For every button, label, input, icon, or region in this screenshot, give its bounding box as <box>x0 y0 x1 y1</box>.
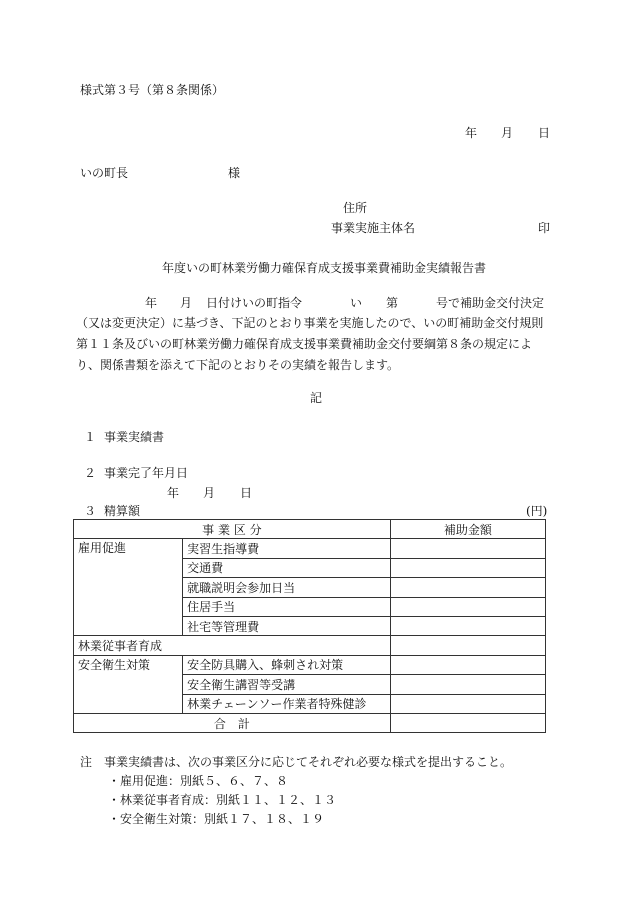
item-name: 林業チェーンソー作業者特殊健診 <box>183 694 391 713</box>
body-ref-i: い <box>350 296 363 310</box>
section-3-number: ３ <box>84 504 97 518</box>
item-name: 就職説明会参加日当 <box>183 578 391 597</box>
notes-item: ・雇用促進：別紙５、６、７、８ <box>108 774 289 788</box>
section-2-number: ２ <box>84 466 97 480</box>
table-total-row <box>74 713 546 732</box>
addressee-honorific: 様 <box>228 166 241 180</box>
body-ref-dai: 第 <box>386 296 399 310</box>
date-year-label: 年 <box>465 126 478 140</box>
body-year: 年 <box>145 296 158 310</box>
body-ref-go: 号で補助金交付決定 <box>436 296 545 310</box>
section-2-month: 月 <box>203 486 216 500</box>
group-name: 雇用促進 <box>74 539 183 636</box>
amount-cell[interactable] <box>390 636 545 655</box>
section-1-number: １ <box>84 430 97 444</box>
table-row <box>74 636 546 655</box>
amount-cell[interactable] <box>390 578 545 597</box>
seal-mark: 印 <box>538 221 551 235</box>
amount-cell[interactable] <box>390 675 545 694</box>
item-name: 社宅等管理費 <box>183 616 391 635</box>
section-2-year: 年 <box>167 486 180 500</box>
section-2-label: 事業完了年月日 <box>104 466 189 480</box>
group-name: 安全衛生対策 <box>74 655 183 713</box>
body-paragraph: （又は変更決定）に基づき、下記のとおり事業を実施したので、いの町補助金交付規則第１１条及びいの町林業労働力確保育成支援事業費補助金交付要綱第８条の規定により、関係書類を添えて下記のとおりその実績を報告します。 <box>76 316 544 372</box>
body-month: 月 <box>180 296 193 310</box>
amount-cell[interactable] <box>390 558 545 577</box>
group-name: 林業従事者育成 <box>74 636 391 655</box>
body-day-ref: 日付けいの町指令 <box>206 296 303 310</box>
header-category: 事 業 区 分 <box>74 520 391 539</box>
notes-item: ・林業従事者育成：別紙１１、１２、１３ <box>108 793 337 807</box>
date-month-label: 月 <box>501 126 514 140</box>
section-2-day: 日 <box>240 486 253 500</box>
amount-cell[interactable] <box>390 597 545 616</box>
unit-label: (円) <box>526 504 548 518</box>
form-number: 様式第３号（第８条関係） <box>80 83 225 97</box>
ki-marker: 記 <box>310 391 323 405</box>
header-amount: 補助金額 <box>390 520 545 539</box>
item-name: 安全防具購入、蜂刺され対策 <box>183 655 391 674</box>
notes-item: ・安全衛生対策：別紙１７、１８、１９ <box>108 812 325 826</box>
table-row <box>74 539 546 558</box>
notes <box>80 753 512 829</box>
section-1-label: 事業実績書 <box>104 430 165 444</box>
total-label: 合 計 <box>74 713 391 732</box>
amount-cell[interactable] <box>390 616 545 635</box>
document-title: 年度いの町林業労働力確保育成支援事業費補助金実績報告書 <box>162 261 487 275</box>
item-name: 実習生指導費 <box>183 539 391 558</box>
address-label: 住所 <box>343 201 368 215</box>
addressee-name: いの町長 <box>80 166 129 180</box>
item-name: 安全衛生講習等受講 <box>183 675 391 694</box>
entity-label: 事業実施主体名 <box>331 221 416 235</box>
date-day-label: 日 <box>538 126 551 140</box>
total-amount-cell[interactable] <box>390 713 545 732</box>
amount-cell[interactable] <box>390 655 545 674</box>
amount-cell[interactable] <box>390 539 545 558</box>
settlement-table <box>73 519 546 733</box>
amount-cell[interactable] <box>390 694 545 713</box>
table-header-row <box>74 520 546 539</box>
item-name: 交通費 <box>183 558 391 577</box>
notes-head: 注 事業実績書は、次の事業区分に応じてそれぞれ必要な様式を提出すること。 <box>80 755 513 769</box>
item-name: 住居手当 <box>183 597 391 616</box>
section-3-label: 精算額 <box>104 504 141 518</box>
table-row <box>74 655 546 674</box>
